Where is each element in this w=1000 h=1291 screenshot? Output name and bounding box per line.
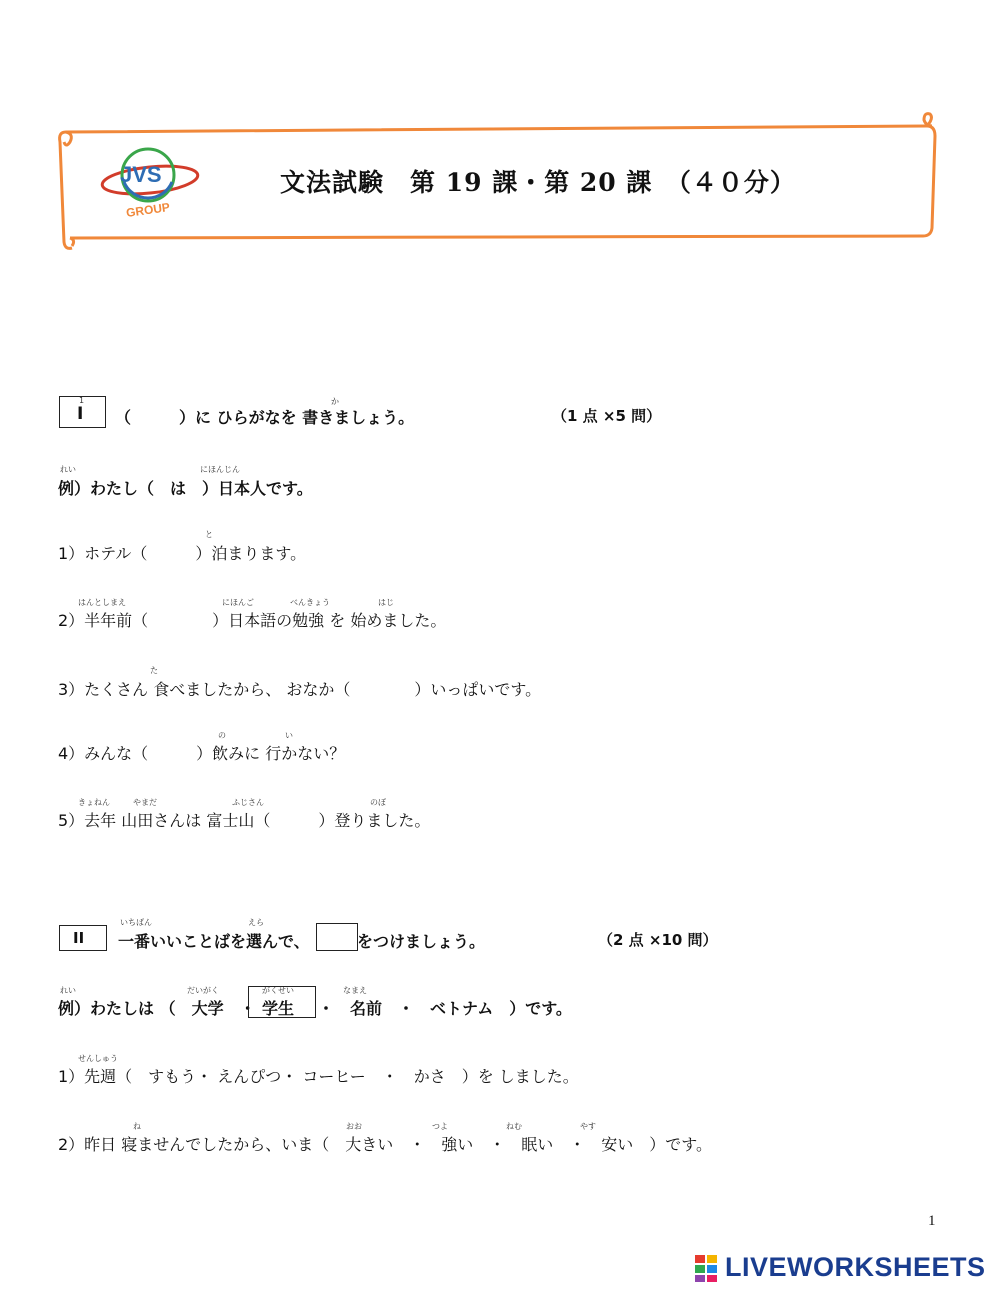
- section-2-number: II: [73, 929, 85, 947]
- ruby: えら: [248, 918, 264, 927]
- ruby: 1: [79, 396, 85, 405]
- ruby: と: [205, 530, 213, 539]
- logo-sub-text: GROUP: [125, 200, 171, 220]
- question-1-1: 1）ホテル（ ）泊まります。: [58, 544, 307, 563]
- brand-name[interactable]: LIVEWORKSHEETS: [725, 1252, 986, 1282]
- ruby: にほんじん: [200, 465, 240, 474]
- question-1-5: 5）去年 山田さんは 富士山（ ）登りました。: [58, 811, 431, 830]
- section-2-example-answer: 学生: [262, 999, 295, 1018]
- ruby: おお: [346, 1122, 362, 1131]
- question-1-2: 2）半年前（ ）日本語の勉強 を 始めました。: [58, 611, 447, 630]
- section-2-example-b: ・ 名前 ・ ベトナム ）です。: [318, 999, 572, 1018]
- ruby: べんきょう: [290, 598, 330, 607]
- ruby: の: [218, 731, 226, 740]
- ruby: た: [150, 666, 158, 675]
- section-1-number: I: [77, 404, 84, 424]
- question-2-1: 1）先週（ すもう・ えんぴつ・ コーヒー ・ かさ ）を しました。: [58, 1067, 579, 1086]
- ruby: れい: [60, 986, 76, 995]
- ruby: ふじさん: [232, 798, 264, 807]
- section-1-points: （1 点 ×5 問）: [552, 407, 662, 425]
- section-1-instruction: （ ）に ひらがなを 書きましょう。: [115, 408, 415, 427]
- answer-box-sample: [316, 923, 358, 951]
- section-2-instruction-a: 一番いいことばを選んで、: [118, 932, 310, 951]
- ruby: だいがく: [187, 986, 219, 995]
- ruby: やす: [580, 1122, 596, 1131]
- ruby: のぼ: [370, 798, 386, 807]
- ruby: きょねん: [78, 798, 110, 807]
- ruby: はじ: [378, 598, 394, 607]
- logo-main-text: JVS: [120, 162, 162, 187]
- ruby: せんしゅう: [78, 1054, 118, 1063]
- section-2-instruction-b: をつけましょう。: [357, 932, 486, 951]
- ruby: いちばん: [120, 918, 152, 927]
- ruby: ねむ: [506, 1122, 522, 1131]
- ruby: がくせい: [262, 986, 294, 995]
- question-2-2: 2）昨日 寝ませんでしたから、いま（ 大きい ・ 強い ・ 眠い ・ 安い ）です。: [58, 1135, 712, 1154]
- question-1-4: 4）みんな（ ）飲みに 行かない？: [58, 744, 346, 763]
- liveworksheets-logo-icon: [695, 1253, 721, 1283]
- ruby: つよ: [432, 1122, 448, 1131]
- section-1-example: 例）わたし（ は ）日本人です。: [58, 479, 313, 498]
- ruby: い: [285, 731, 293, 740]
- page-number: 1: [928, 1213, 936, 1229]
- section-2-example-a: 例）わたしは （ 大学 ・: [58, 999, 256, 1018]
- ruby: れい: [60, 465, 76, 474]
- ruby: か: [331, 397, 339, 406]
- ruby: にほんご: [222, 598, 254, 607]
- ruby: やまだ: [133, 798, 157, 807]
- question-1-3: 3）たくさん 食べましたから、 おなか（ ）いっぱいです。: [58, 680, 542, 699]
- section-2-points: （2 点 ×10 問）: [598, 931, 718, 949]
- ruby: ね: [133, 1122, 141, 1131]
- ruby: なまえ: [343, 986, 367, 995]
- ruby: はんとしまえ: [78, 598, 126, 607]
- page-title: 文法試験 第 19 課・第 20 課 （４０分）: [280, 168, 796, 197]
